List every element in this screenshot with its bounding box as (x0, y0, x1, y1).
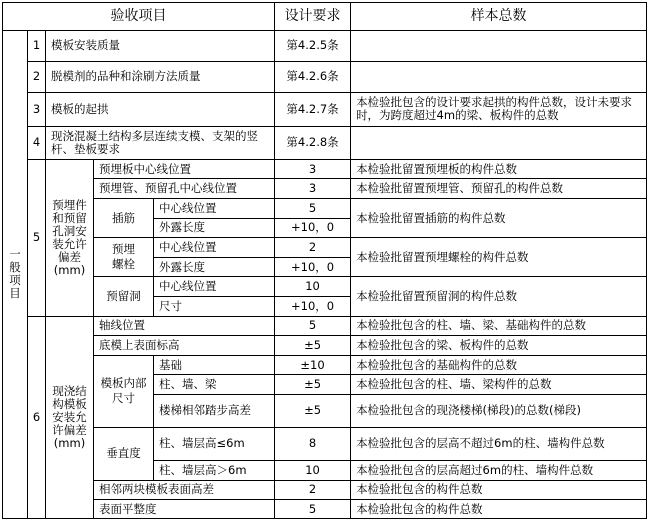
item-name: 轴线位置 (94, 316, 275, 336)
sub-item-name: 预留洞 (94, 277, 154, 316)
item-name: 中心线位置 (154, 238, 275, 258)
design-requirement: ±5 (275, 375, 351, 395)
design-requirement: 10 (275, 277, 351, 297)
design-requirement: ±5 (275, 394, 351, 427)
design-requirement: 2 (275, 480, 351, 500)
design-requirement: 第4.2.6条 (275, 61, 351, 92)
design-requirement: 第4.2.8条 (275, 126, 351, 159)
item-name: 中心线位置 (154, 277, 275, 297)
table-row (3, 92, 647, 126)
category-label-text: 一般项目 (9, 247, 21, 301)
item-name: 模板安装质量 (46, 30, 275, 61)
design-requirement: 第4.2.5条 (275, 30, 351, 61)
design-requirement: 10 (275, 460, 351, 480)
row-number: 3 (28, 92, 46, 126)
sample-count: 本检验批包含的构件总数 (351, 480, 647, 500)
design-requirement: 5 (275, 199, 351, 219)
sample-count: 本检验批留置预留洞的构件总数 (351, 277, 647, 316)
design-requirement: ±10 (275, 355, 351, 375)
table-row (3, 199, 647, 219)
header-acceptance-item: 验收项目 (3, 3, 275, 31)
table-row (3, 480, 647, 500)
row-number: 2 (28, 61, 46, 92)
sample-count: 本检验批包含的层高超过6m的柱、墙构件总数 (351, 460, 647, 480)
sample-count: 本检验批包含的柱、墙、梁构件的总数 (351, 375, 647, 395)
design-requirement: 第4.2.7条 (275, 92, 351, 126)
table-row (3, 126, 647, 159)
design-requirement: 3 (275, 159, 351, 179)
table-row (3, 355, 647, 375)
sub-item-name: 插筋 (94, 199, 154, 238)
design-requirement: 2 (275, 238, 351, 258)
sub-item-name-text: 预埋螺栓 (112, 242, 135, 272)
item-name: 底模上表面标高 (94, 336, 275, 356)
sample-count (351, 61, 647, 92)
row-number: 6 (28, 316, 46, 518)
table-row (3, 179, 647, 199)
group-label: 现浇结构模板安装允许偏差(mm) (46, 316, 94, 518)
table-row (3, 159, 647, 179)
item-name: 外露长度 (154, 218, 275, 238)
item-name: 尺寸 (154, 296, 275, 316)
design-requirement: 3 (275, 179, 351, 199)
item-name: 柱、墙层高＞6m (154, 460, 275, 480)
acceptance-table (2, 2, 647, 519)
item-name: 基础 (154, 355, 275, 375)
sub-item-name-text: 模板内部尺寸 (100, 376, 147, 406)
sample-count: 本检验批留置插筋的构件总数 (351, 199, 647, 238)
design-requirement: ±5 (275, 336, 351, 356)
design-requirement: 5 (275, 316, 351, 336)
item-name: 现浇混凝土结构多层连续支模、支架的竖杆、垫板要求 (46, 126, 275, 159)
table-row (3, 61, 647, 92)
item-name: 预埋板中心线位置 (94, 159, 275, 179)
sample-count: 本检验批包含的层高不超过6m的柱、墙构件总数 (351, 427, 647, 460)
item-name: 相邻两块模板表面高差 (94, 480, 275, 500)
item-name: 楼梯相邻踏步高差 (154, 394, 275, 427)
category-label (3, 30, 28, 518)
sample-count: 本检验批留置预埋板的构件总数 (351, 159, 647, 179)
item-name: 模板的起拱 (46, 92, 275, 126)
sample-count: 本检验批包含的柱、墙、梁、基础构件的总数 (351, 316, 647, 336)
design-requirement: 5 (275, 500, 351, 519)
table-row (3, 30, 647, 61)
design-requirement: +10，0 (275, 218, 351, 238)
item-name: 柱、墙、梁 (154, 375, 275, 395)
design-requirement: +10，0 (275, 296, 351, 316)
sample-count: 本检验批包含的构件总数 (351, 500, 647, 519)
sample-count (351, 30, 647, 61)
item-name: 预埋管、预留孔中心线位置 (94, 179, 275, 199)
sample-count: 本检验批包含的梁、板构件的总数 (351, 336, 647, 356)
row-number: 1 (28, 30, 46, 61)
table-row (3, 316, 647, 336)
table-row (3, 277, 647, 297)
table-row (3, 500, 647, 519)
sample-count (351, 126, 647, 159)
item-name: 柱、墙层高≤6m (154, 427, 275, 460)
item-name: 表面平整度 (94, 500, 275, 519)
design-requirement: 8 (275, 427, 351, 460)
table-row (3, 336, 647, 356)
item-name: 外露长度 (154, 257, 275, 277)
item-name: 中心线位置 (154, 199, 275, 219)
sample-count: 本检验批包含的基础构件的总数 (351, 355, 647, 375)
sample-count: 本检验批包含的设计要求起拱的构件总数，设计未要求时，为跨度超过4m的梁、板构件的总数 (351, 92, 647, 126)
header-design-requirement: 设计要求 (275, 3, 351, 31)
sample-count: 本检验批留置预埋管、预留孔的构件总数 (351, 179, 647, 199)
header-sample-count: 样本总数 (351, 3, 647, 31)
sample-count: 本检验批留置预埋螺栓的构件总数 (351, 238, 647, 277)
group-label: 预埋件和预留孔洞安装允许偏差(mm) (46, 159, 94, 316)
sub-item-name (94, 238, 154, 277)
design-requirement: +10，0 (275, 257, 351, 277)
item-name: 脱模剂的品种和涂刷方法质量 (46, 61, 275, 92)
row-number: 4 (28, 126, 46, 159)
table-row (3, 427, 647, 460)
row-number: 5 (28, 159, 46, 316)
sample-count: 本检验批包含的现浇楼梯(梯段)的总数(梯段) (351, 394, 647, 427)
sub-item-name: 垂直度 (94, 427, 154, 480)
table-header-row (3, 3, 647, 31)
sub-item-name (94, 355, 154, 427)
table-row (3, 238, 647, 258)
